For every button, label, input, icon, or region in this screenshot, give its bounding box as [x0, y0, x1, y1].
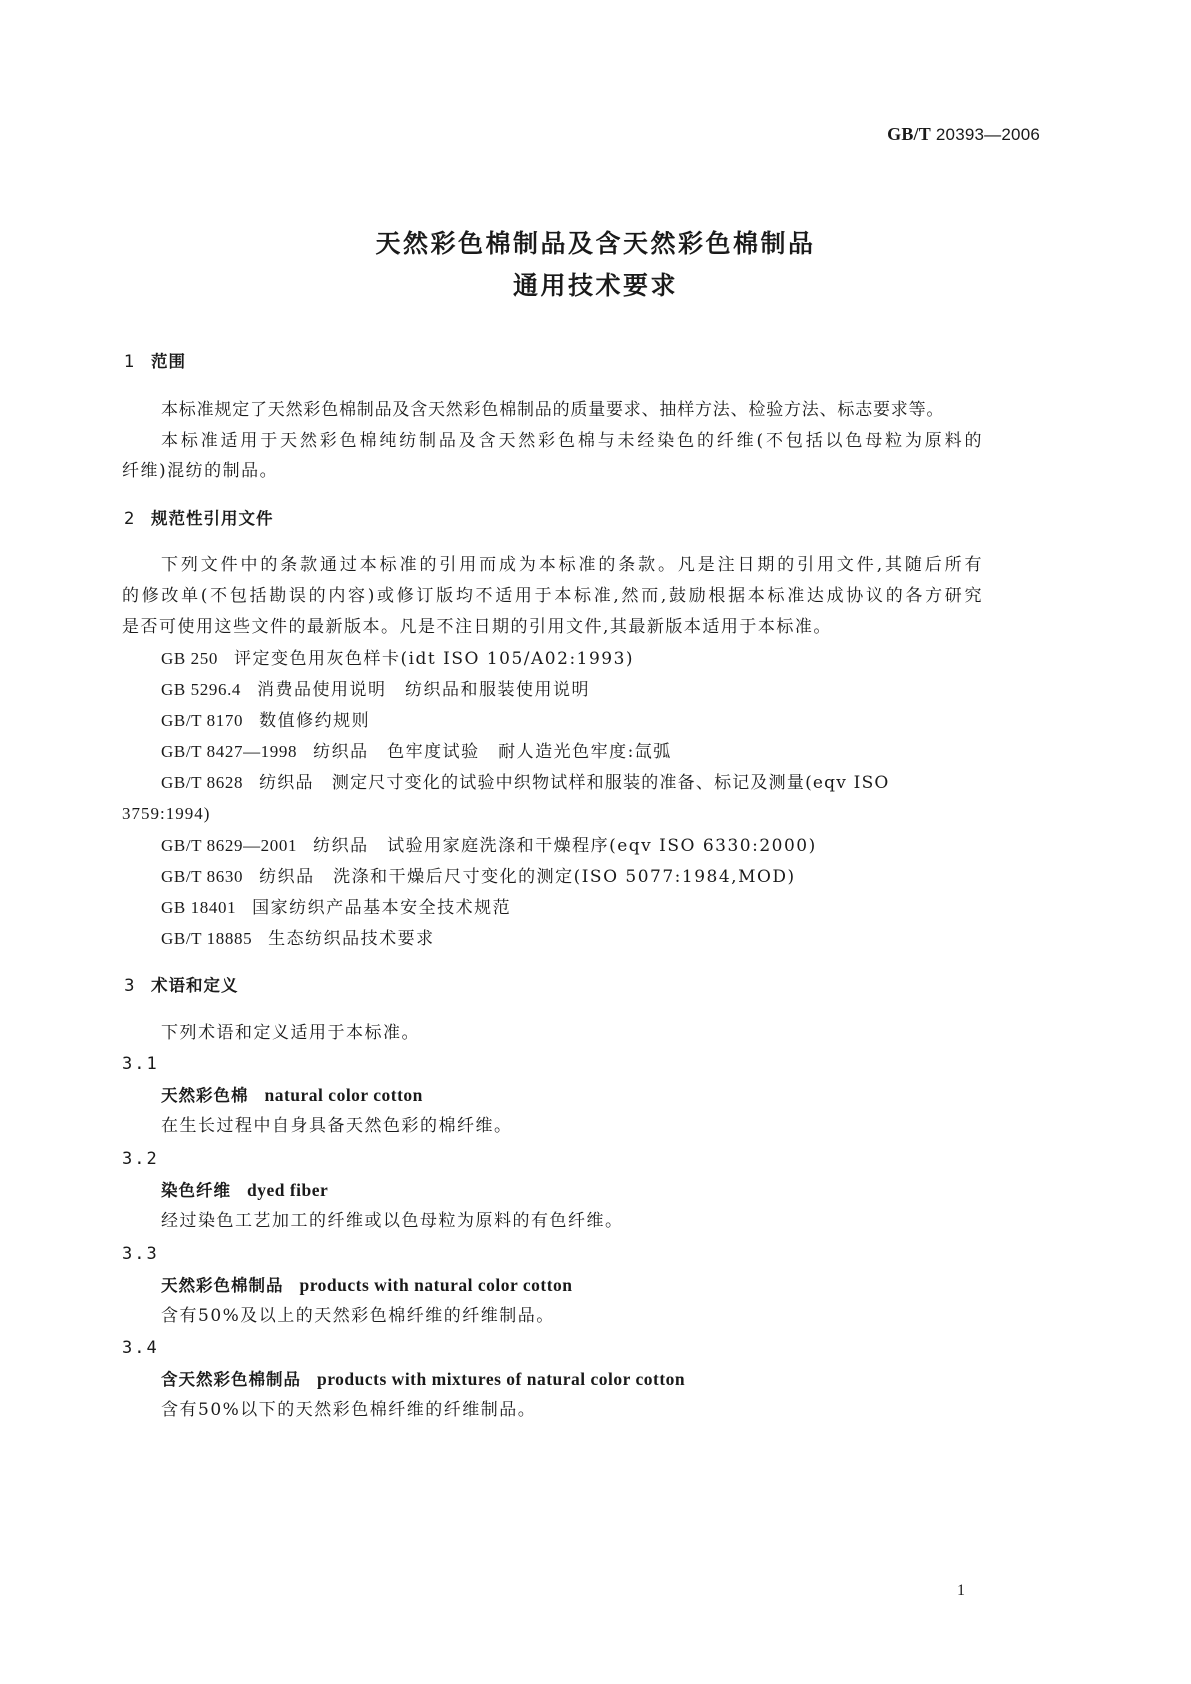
term-english: dyed fiber	[247, 1180, 329, 1200]
section-number: 1	[124, 352, 136, 371]
section-1-heading	[124, 348, 186, 376]
reference-item	[161, 738, 672, 766]
term-chinese: 天然彩色棉制品	[161, 1276, 284, 1295]
term-title	[161, 1365, 685, 1394]
document-title-line-2: 通用技术要求	[512, 271, 678, 300]
page-number: 1	[957, 1582, 965, 1599]
reference-code: GB/T 8630	[161, 867, 244, 886]
term-chinese: 天然彩色棉	[161, 1086, 249, 1105]
reference-code: GB/T 8427—1998	[161, 742, 298, 761]
reference-title: 纺织品 测定尺寸变化的试验中织物试样和服装的准备、标记及测量(eqv ISO	[259, 773, 890, 793]
section-title: 术语和定义	[151, 976, 239, 995]
references-intro-line-2: 的修改单(不包括勘误的内容)或修订版均不适用于本标准,然而,鼓励根据本标准达成协议的各方研究	[122, 586, 983, 606]
reference-title: 生态纺织品技术要求	[268, 929, 435, 949]
term-definition: 含有50%及以上的天然彩色棉纤维的纤维制品。	[161, 1306, 555, 1326]
reference-item	[161, 925, 435, 953]
scope-paragraph-1: 本标准规定了天然彩色棉制品及含天然彩色棉制品的质量要求、抽样方法、检验方法、标志要求等。	[161, 400, 945, 420]
reference-item	[161, 894, 511, 922]
reference-title: 纺织品 试验用家庭洗涤和干燥程序(eqv ISO 6330:2000)	[313, 836, 817, 856]
reference-item	[161, 863, 796, 891]
reference-title: 消费品使用说明 纺织品和服装使用说明	[257, 680, 591, 700]
reference-title: 纺织品 色牢度试验 耐人造光色牢度:氙弧	[313, 742, 672, 762]
term-chinese: 含天然彩色棉制品	[161, 1370, 301, 1389]
reference-code: GB/T 8170	[161, 711, 244, 730]
standard-code	[887, 124, 1040, 145]
section-number: 3	[124, 976, 136, 995]
reference-code: GB 5296.4	[161, 680, 242, 699]
term-english: natural color cotton	[264, 1085, 423, 1105]
term-number: 3.2	[122, 1149, 159, 1169]
section-2-heading	[124, 505, 274, 533]
reference-code: GB/T 8628	[161, 773, 244, 792]
terms-intro: 下列术语和定义适用于本标准。	[161, 1023, 420, 1043]
standard-prefix: GB/T	[887, 124, 931, 144]
term-number: 3.4	[122, 1338, 159, 1358]
reference-title: 数值修约规则	[259, 711, 371, 731]
term-number: 3.3	[122, 1244, 159, 1264]
document-title-line-1: 天然彩色棉制品及含天然彩色棉制品	[375, 229, 816, 258]
term-definition: 经过染色工艺加工的纤维或以色母粒为原料的有色纤维。	[161, 1211, 624, 1231]
term-title	[161, 1271, 573, 1300]
reference-item	[161, 645, 634, 673]
term-english: products with mixtures of natural color cotton	[317, 1369, 686, 1389]
reference-title: 纺织品 洗涤和干燥后尺寸变化的测定(ISO 5077:1984,MOD)	[259, 867, 796, 887]
reference-code: GB 250	[161, 649, 218, 668]
reference-title: 国家纺织产品基本安全技术规范	[252, 898, 512, 918]
reference-item-continuation: 3759:1994)	[122, 804, 211, 823]
scope-paragraph-2-line-2: 纤维)混纺的制品。	[122, 461, 279, 481]
term-english: products with natural color cotton	[299, 1275, 573, 1295]
term-title	[161, 1176, 328, 1205]
reference-code: GB/T 18885	[161, 929, 253, 948]
term-definition: 在生长过程中自身具备天然色彩的棉纤维。	[161, 1116, 513, 1136]
reference-item	[161, 676, 590, 704]
reference-code: GB/T 8629—2001	[161, 836, 298, 855]
reference-item	[161, 707, 370, 735]
scope-paragraph-2-line-1: 本标准适用于天然彩色棉纯纺制品及含天然彩色棉与未经染色的纤维(不包括以色母粒为原料的	[161, 431, 983, 451]
section-title: 规范性引用文件	[151, 509, 274, 528]
section-number: 2	[124, 509, 136, 528]
reference-item	[161, 769, 890, 797]
references-intro-line-3: 是否可使用这些文件的最新版本。凡是不注日期的引用文件,其最新版本适用于本标准。	[122, 617, 832, 637]
term-number: 3.1	[122, 1054, 159, 1074]
standard-number: 20393—2006	[935, 125, 1040, 144]
section-title: 范围	[151, 352, 186, 371]
reference-code: GB 18401	[161, 898, 237, 917]
term-definition: 含有50%以下的天然彩色棉纤维的纤维制品。	[161, 1400, 537, 1420]
reference-title: 评定变色用灰色样卡(idt ISO 105/A02:1993)	[233, 649, 635, 669]
term-title	[161, 1081, 423, 1110]
term-chinese: 染色纤维	[161, 1181, 231, 1200]
reference-item	[161, 832, 817, 860]
references-intro-line-1: 下列文件中的条款通过本标准的引用而成为本标准的条款。凡是注日期的引用文件,其随后所有	[161, 555, 983, 575]
section-3-heading	[124, 972, 239, 1000]
